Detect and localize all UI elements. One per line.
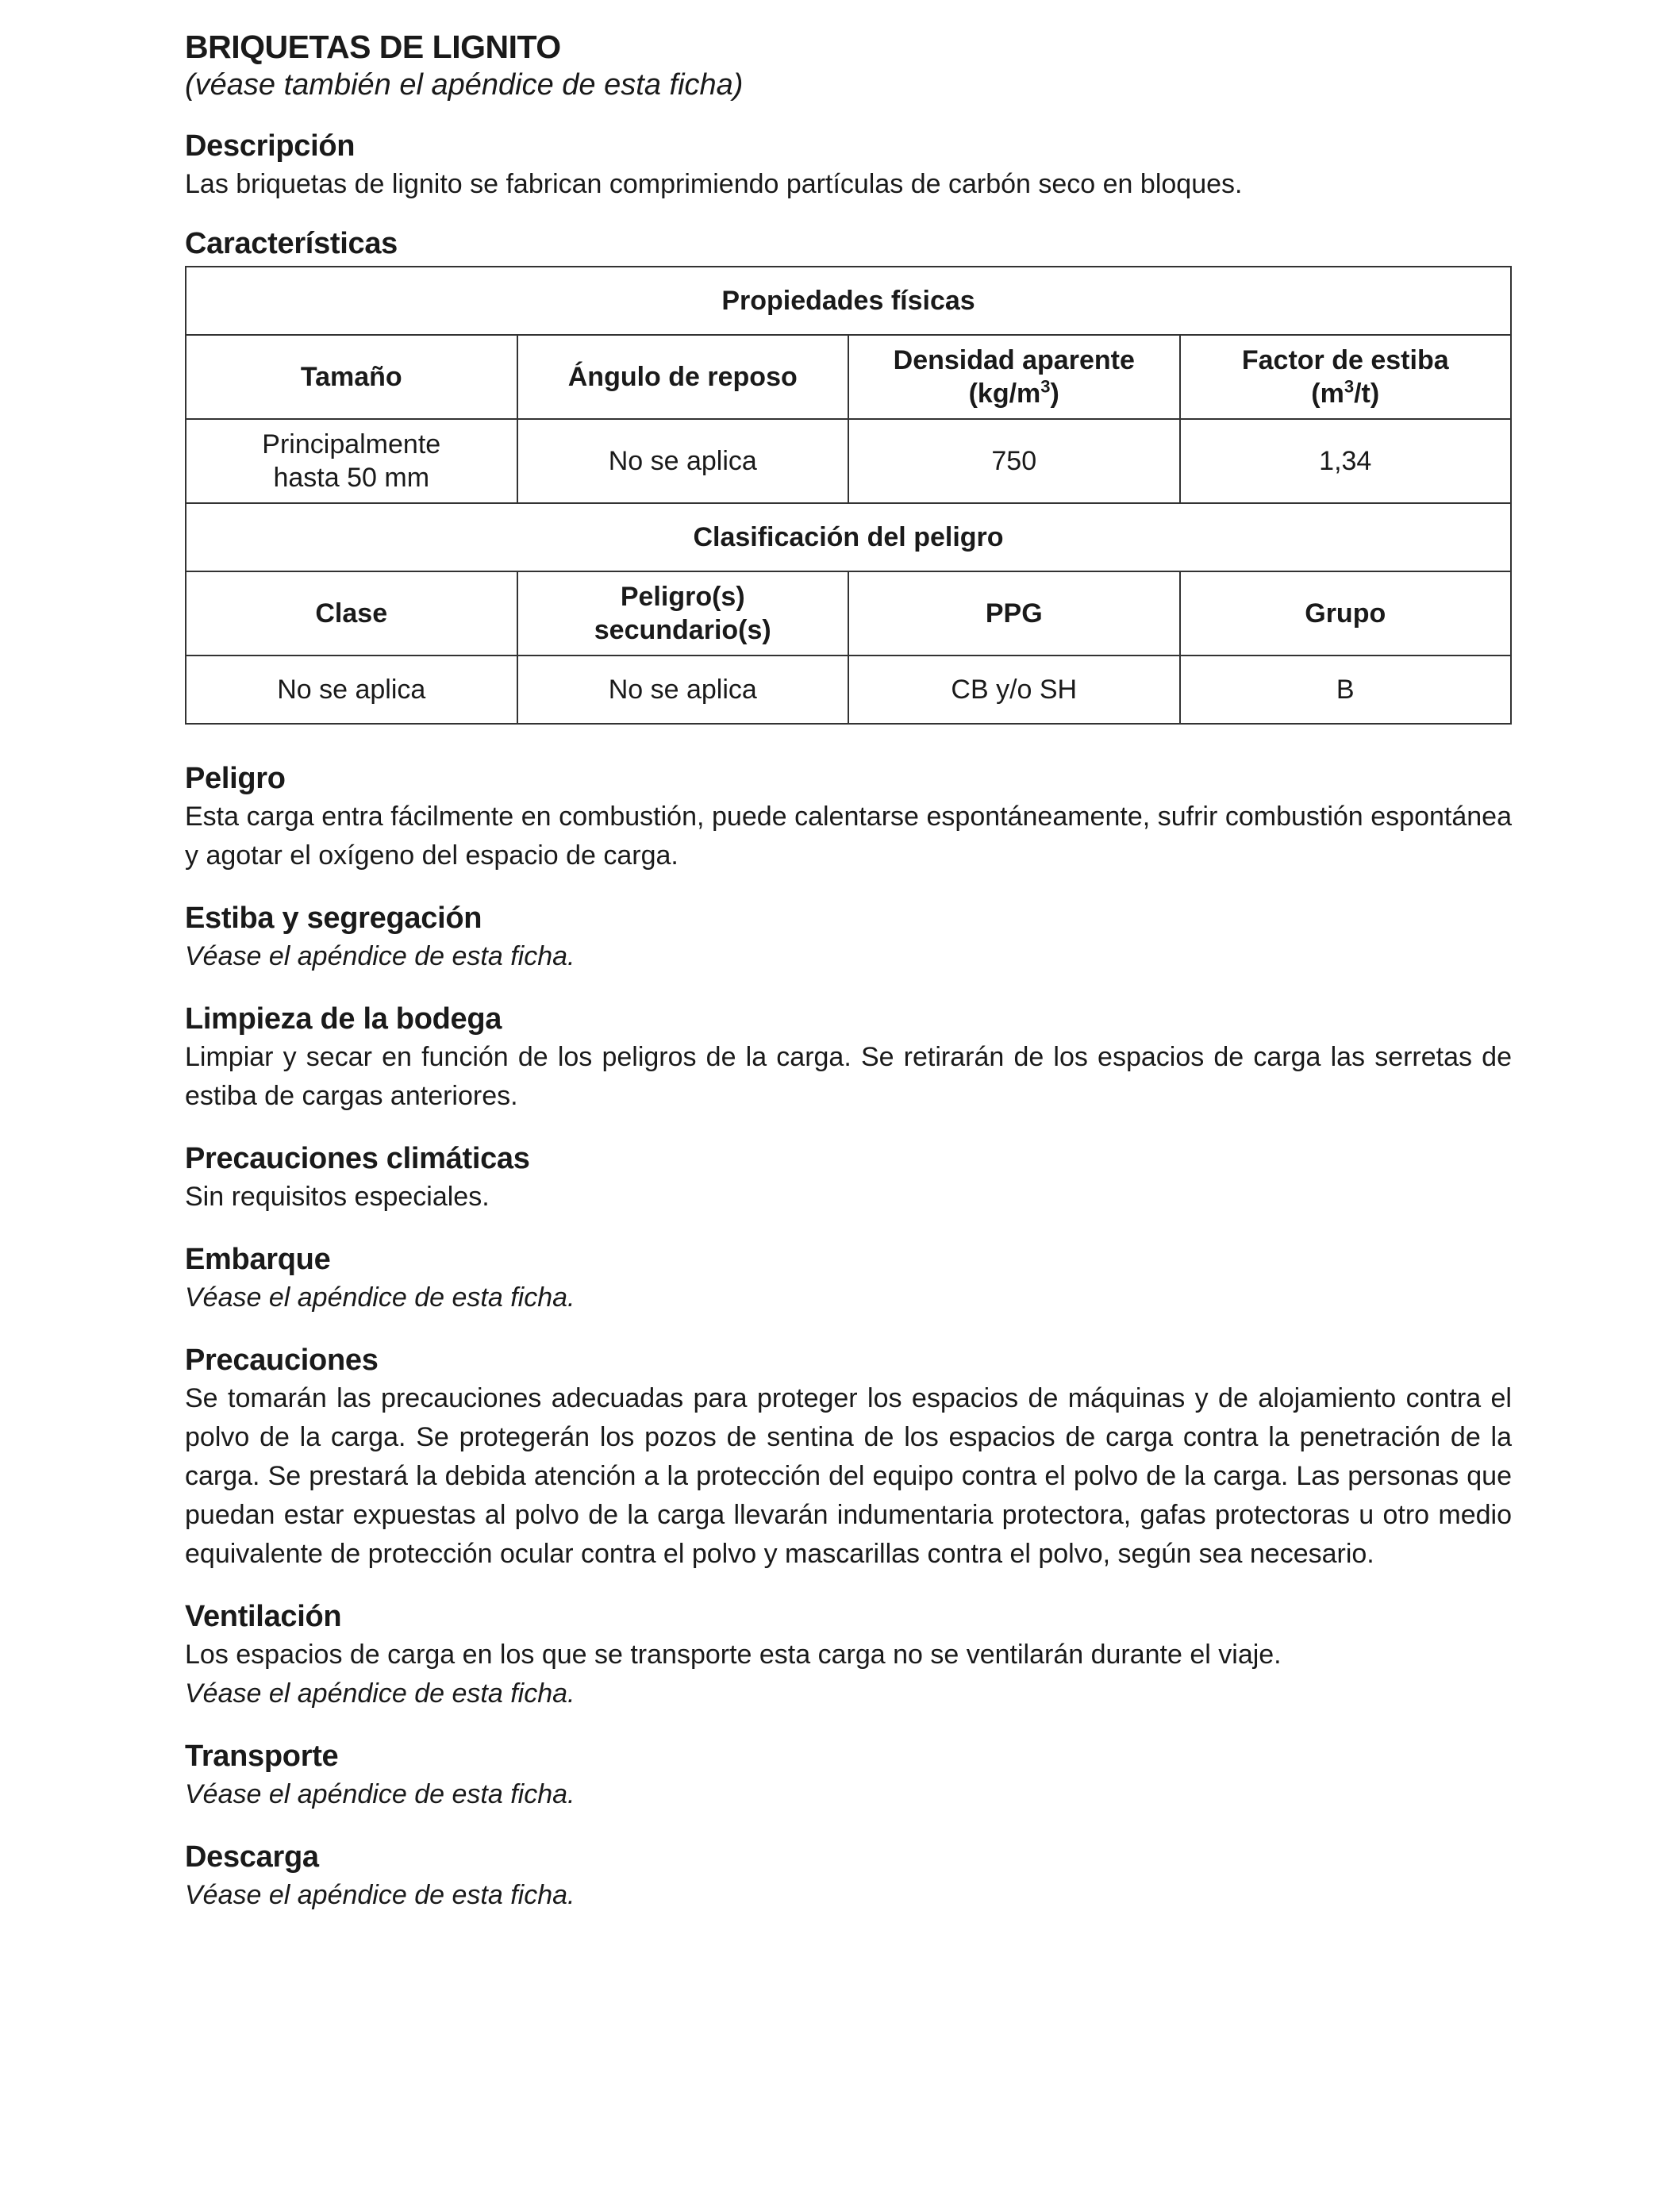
table-header-row [186,571,1511,656]
section-heading: Ventilación [185,1600,342,1633]
section-heading: Precauciones climáticas [185,1142,530,1175]
document-subtitle: (véase también el apéndice de esta ficha) [185,68,744,102]
table-header-row [186,335,1511,419]
section-characteristics [185,225,1512,725]
col-header-size: Tamaño [186,335,517,419]
table-row [186,656,1511,724]
document-title: BRIQUETAS DE LIGNITO [185,29,561,65]
table-row [186,419,1511,503]
section-loading [185,1240,1512,1317]
section-text: Limpiar y secar en función de los peligros de la carga. Se retirarán de los espacios de carga las serretas de estiba de cargas anteriores. [185,1042,1512,1111]
section-heading: Transporte [185,1740,339,1773]
cell-ppg: CB y/o SH [848,656,1180,724]
cell-bulk-density: 750 [848,419,1180,503]
section-heading: Estiba y segregación [185,902,482,935]
section-hazard [185,759,1512,875]
hazard-classification-group-header: Clasificación del peligro [186,503,1511,571]
section-weather-precautions [185,1140,1512,1217]
section-note: Véase el apéndice de esta ficha. [185,1678,575,1709]
section-stowage-segregation [185,899,1512,976]
section-text: Véase el apéndice de esta ficha. [185,941,575,971]
cell-class: No se aplica [186,656,517,724]
section-heading: Descarga [185,1840,319,1874]
section-hold-cleanliness [185,1000,1512,1116]
col-header-angle-of-repose: Ángulo de reposo [517,335,849,419]
section-carriage [185,1737,1512,1814]
table-row [186,267,1511,335]
col-header-secondary-hazards: Peligro(s) secundario(s) [517,571,849,656]
section-heading: Descripción [185,129,356,163]
section-ventilation [185,1597,1512,1713]
section-precautions [185,1341,1512,1574]
section-text: Esta carga entra fácilmente en combustión, puede calentarse espontáneamente, sufrir combustión espontánea y agotar el oxígeno del espacio de carga. [185,802,1512,871]
characteristics-table [185,266,1512,725]
section-text: Sin requisitos especiales. [185,1182,490,1212]
table-row [186,503,1511,571]
section-heading: Precauciones [185,1344,379,1377]
section-description [185,127,1512,204]
cell-size: Principalmente hasta 50 mm [186,419,517,503]
col-header-ppg: PPG [848,571,1180,656]
col-header-stowage-factor: Factor de estiba $(m^3/t)$ [1180,335,1512,419]
section-heading: Características [185,227,398,260]
document-page [185,27,1512,1915]
cell-angle-of-repose: No se aplica [517,419,849,503]
section-text: Véase el apéndice de esta ficha. [185,1779,575,1809]
section-discharge [185,1838,1512,1915]
section-text: Se tomarán las precauciones adecuadas para proteger los espacios de máquinas y de alojamiento contra el polvo de la carga. Se protegerán los pozos de sentina de los espacios de carga contra la penetración de la carga. Se prestará la debida atención a la protección del equipo contra el polvo de la carga. Las personas que puedan estar expuestas al polvo de la carga llevarán indumentaria protectora, gafas protectoras u otro medio equivalente de protección ocular contra el polvo y mascarillas contra el polvo, según sea necesario. [185,1383,1512,1569]
physical-properties-group-header: Propiedades físicas [186,267,1511,335]
cell-group: B [1180,656,1512,724]
section-text: Las briquetas de lignito se fabrican comprimiendo partículas de carbón seco en bloques. [185,169,1243,199]
cell-stowage-factor: 1,34 [1180,419,1512,503]
section-text: Véase el apéndice de esta ficha. [185,1282,575,1313]
cell-secondary-hazards: No se aplica [517,656,849,724]
section-text: Véase el apéndice de esta ficha. [185,1880,575,1910]
section-text: Los espacios de carga en los que se transporte esta carga no se ventilarán durante el viaje. [185,1640,1282,1670]
col-header-class: Clase [186,571,517,656]
col-header-bulk-density: Densidad aparente $(kg/m^3)$ [848,335,1180,419]
section-heading: Limpieza de la bodega [185,1002,502,1036]
section-heading: Peligro [185,762,286,795]
section-heading: Embarque [185,1243,331,1276]
col-header-group: Grupo [1180,571,1512,656]
